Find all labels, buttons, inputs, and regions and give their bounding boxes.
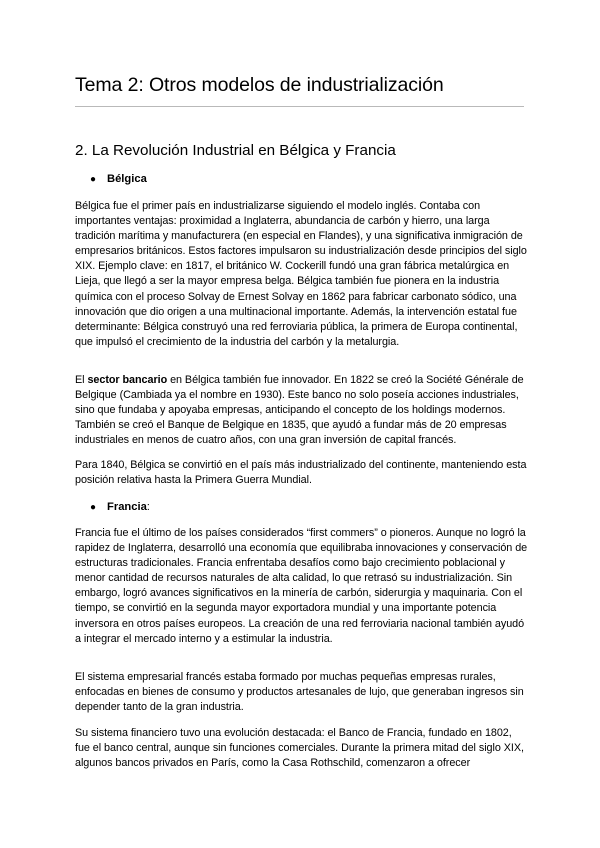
paragraph-belgica-intro: Bélgica fue el primer país en industrializarse siguiendo el modelo inglés. Contaba con importantes ventajas: proximidad a Inglaterra, abundancia de carbón y hierro, una larga tradición marítima y manufacturera (en especial en Flandes), y una significativa inmigración de empresarios británicos. Estos factores impulsaron su industrialización desde principios del siglo XIX. Ejemplo clave: en 1817, el británico W. Cockerill fundó una gran fábrica metalúrgica en Lieja, que llegó a ser la mayor empresa belga. Bélgica también fue pionera en la industria química con el proceso Solvay de Ernest Solvay en 1862 para fabricar carbonato sódico, una innovación que dio origen a una multinacional importante. Además, la intervención estatal fue determinante: Bélgica construyó una red ferroviaria pública, la primera de Europa continental, que impulsó el crecimiento de la industria del carbón y la metalurgia. — [75, 200, 527, 348]
paragraph-francia-financiero: Su sistema financiero tuvo una evolución destacada: el Banco de Francia, fundado en 1802, fue el banco central, aunque sin funciones comerciales. Durante la primera mitad del siglo XIX, algunos bancos privados en París, como la Casa Rothschild, comenzaron a ofrecer — [75, 727, 524, 770]
section-title: 2. La Revolución Industrial en Bélgica y Francia — [75, 142, 396, 159]
bullet-label: Bélgica — [107, 173, 147, 185]
paragraph-francia-empresarial: El sistema empresarial francés estaba formado por muchas pequeñas empresas rurales, enfocadas en bienes de consumo y productos artesanales de lujo, que generaban ingresos sin depender tanto de la gran industria. — [75, 671, 524, 714]
title-divider — [75, 106, 524, 107]
paragraph-text: en Bélgica también fue innovador. En 1822 se creó la Société Générale de Belgique (Cambiada ya el nombre en 1930). Este banco no solo poseía acciones industriales, sino que fundaba y apoyaba empresas, anticipando el concepto de los holdings modernos. También se creó el Banque de Belgique en 1835, que ayudó a fundar más de 20 empresas industriales en menos de cuatro años, con una gran inversión de capital francés. — [75, 374, 524, 447]
bullet-label: Francia — [107, 501, 147, 513]
bold-term: sector bancario — [87, 374, 168, 386]
paragraph-belgica-1840: Para 1840, Bélgica se convirtió en el país más industrializado del continente, manteniendo esta posición relativa hasta la Primera Guerra Mundial. — [75, 459, 527, 487]
bullet-francia — [90, 500, 150, 515]
paragraph-francia-intro: Francia fue el último de los países considerados “first commers” o pioneros. Aunque no logró la rapidez de Inglaterra, desarrolló una economía que equilibraba innovaciones y conservación de estructuras tradicionales. Francia enfrentaba desafíos como bajo crecimiento poblacional y menor cantidad de recursos naturales de alta calidad, lo que retrasó su industrialización. Sin embargo, logró avances significativos en la minería de carbón, siderurgia y maquinaria. Con el tiempo, se convirtió en la segunda mayor exportadora mundial y una importante potencia inversora en otros países europeos. La creación de una red ferroviaria nacional también ayudó a integrar el mercado interno y a estimular la industria. — [75, 527, 528, 645]
bullet-dot-icon: ● — [90, 174, 97, 185]
page-title: Tema 2: Otros modelos de industrialización — [75, 74, 444, 96]
paragraph-belgica-banking — [75, 373, 529, 448]
bullet-suffix: : — [146, 501, 150, 513]
bullet-belgica — [90, 172, 147, 187]
bullet-dot-icon: ● — [90, 502, 97, 513]
paragraph-text: El — [75, 374, 88, 386]
